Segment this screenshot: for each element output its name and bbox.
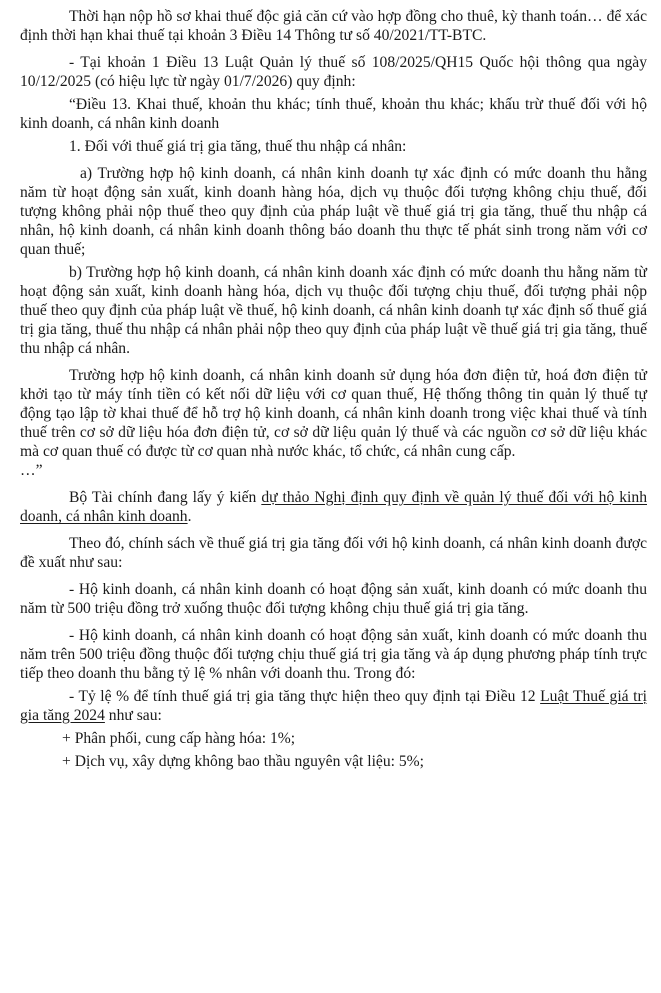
paragraph-vat-policy: Theo đó, chính sách về thuế giá trị gia tăng đối với hộ kinh doanh, cá nhân kinh doanh được đề xuất như sau:: [20, 535, 647, 571]
paragraph-article-13-title: “Điều 13. Khai thuế, khoản thu khác; tính thuế, khoản thu khác; khấu trừ thuế đối với hộ kinh doanh, cá nhân kinh doanh: [20, 96, 647, 132]
paragraph-point-b: b) Trường hợp hộ kinh doanh, cá nhân kinh doanh xác định có mức doanh thu hằng năm từ hoạt động sản xuất, kinh doanh hàng hóa, dịch vụ thuộc đối tượng chịu thuế, đối tượng phải nộp thuế theo quy định của pháp luật về thuế, hộ kinh doanh, cá nhân kinh doanh tự xác định số thuế giá trị gia tăng, thuế thu nhập cá nhân phải nộp theo quy định của pháp luật về thuế giá trị gia tăng, thuế thu nhập cá nhân.: [20, 264, 647, 357]
paragraph-e-invoice: Trường hợp hộ kinh doanh, cá nhân kinh doanh sử dụng hóa đơn điện tử, hoá đơn điện tử khởi tạo từ máy tính tiền có kết nối dữ liệu với cơ quan thuế, Hệ thống thông tin quản lý thuế tự động tạo lập tờ khai thuế để hỗ trợ hộ kinh doanh, cá nhân kinh doanh trong việc khai thuế và tính thuế trên cơ sở dữ liệu hóa đơn điện tử, cơ sở dữ liệu quản lý thuế và các nguồn cơ sở dữ liệu khác mà cơ quan thuế có được từ cơ quan nhà nước khác, tổ chức, cá nhân cung cấp.: [20, 367, 647, 460]
draft-decree-period: .: [187, 508, 192, 525]
draft-decree-intro: Bộ Tài chính đang lấy ý kiến: [69, 489, 262, 506]
paragraph-exempt-threshold: - Hộ kinh doanh, cá nhân kinh doanh có hoạt động sản xuất, kinh doanh có mức doanh thu năm từ 500 triệu đồng trở xuống thuộc đối tượng không chịu thuế giá trị gia tăng.: [20, 581, 647, 617]
paragraph-taxable-threshold: - Hộ kinh doanh, cá nhân kinh doanh có hoạt động sản xuất, kinh doanh có mức doanh thu năm trên 500 triệu đồng thuộc đối tượng chịu thuế giá trị gia tăng và áp dụng phương pháp tính trực tiếp theo doanh thu bằng tỷ lệ % nhân với doanh thu. Trong đó:: [20, 627, 647, 682]
paragraph-clause-1: 1. Đối với thuế giá trị gia tăng, thuế thu nhập cá nhân:: [69, 138, 407, 155]
paragraph-point-a: a) Trường hợp hộ kinh doanh, cá nhân kinh doanh tự xác định có mức doanh thu hằng năm từ hoạt động sản xuất, kinh doanh hàng hóa, dịch vụ thuộc đối tượng không chịu thuế, đối tượng không phải nộp thuế theo quy định của pháp luật về thuế giá trị gia tăng, thuế thu nhập cá nhân, hộ kinh doanh, cá nhân kinh doanh thông báo doanh thu thực tế phát sinh trong năm với cơ quan thuế;: [20, 165, 647, 258]
rate-rule-outro: như sau:: [104, 707, 162, 724]
paragraph-draft-decree: [20, 488, 647, 526]
vat-law-2024-link[interactable]: Luật Thuế giá trị gia tăng 2024: [20, 688, 647, 724]
paragraph-law-citation: - Tại khoản 1 Điều 13 Luật Quản lý thuế số 108/2025/QH15 Quốc hội thông qua ngày 10/12/2025 (có hiệu lực từ ngày 01/7/2026) quy định:: [20, 54, 647, 90]
draft-decree-link[interactable]: dự thảo Nghị định quy định về quản lý thuế đối với hộ kinh doanh, cá nhân kinh doanh: [20, 489, 647, 525]
paragraph-rate-rule: [20, 687, 647, 725]
paragraph-deadline: Thời hạn nộp hồ sơ khai thuế độc giả căn cứ vào hợp đồng cho thuê, kỳ thanh toán… để xác định thời hạn khai thuế tại khoản 3 Điều 14 Thông tư số 40/2021/TT-BTC.: [20, 8, 647, 44]
rate-item-services: + Dịch vụ, xây dựng không bao thầu nguyên vật liệu: 5%;: [62, 753, 424, 770]
paragraph-quote-end: …”: [20, 462, 43, 479]
rate-item-goods: + Phân phối, cung cấp hàng hóa: 1%;: [62, 730, 296, 747]
rate-rule-intro: - Tỷ lệ % để tính thuế giá trị gia tăng thực hiện theo quy định tại Điều 12: [69, 688, 541, 705]
